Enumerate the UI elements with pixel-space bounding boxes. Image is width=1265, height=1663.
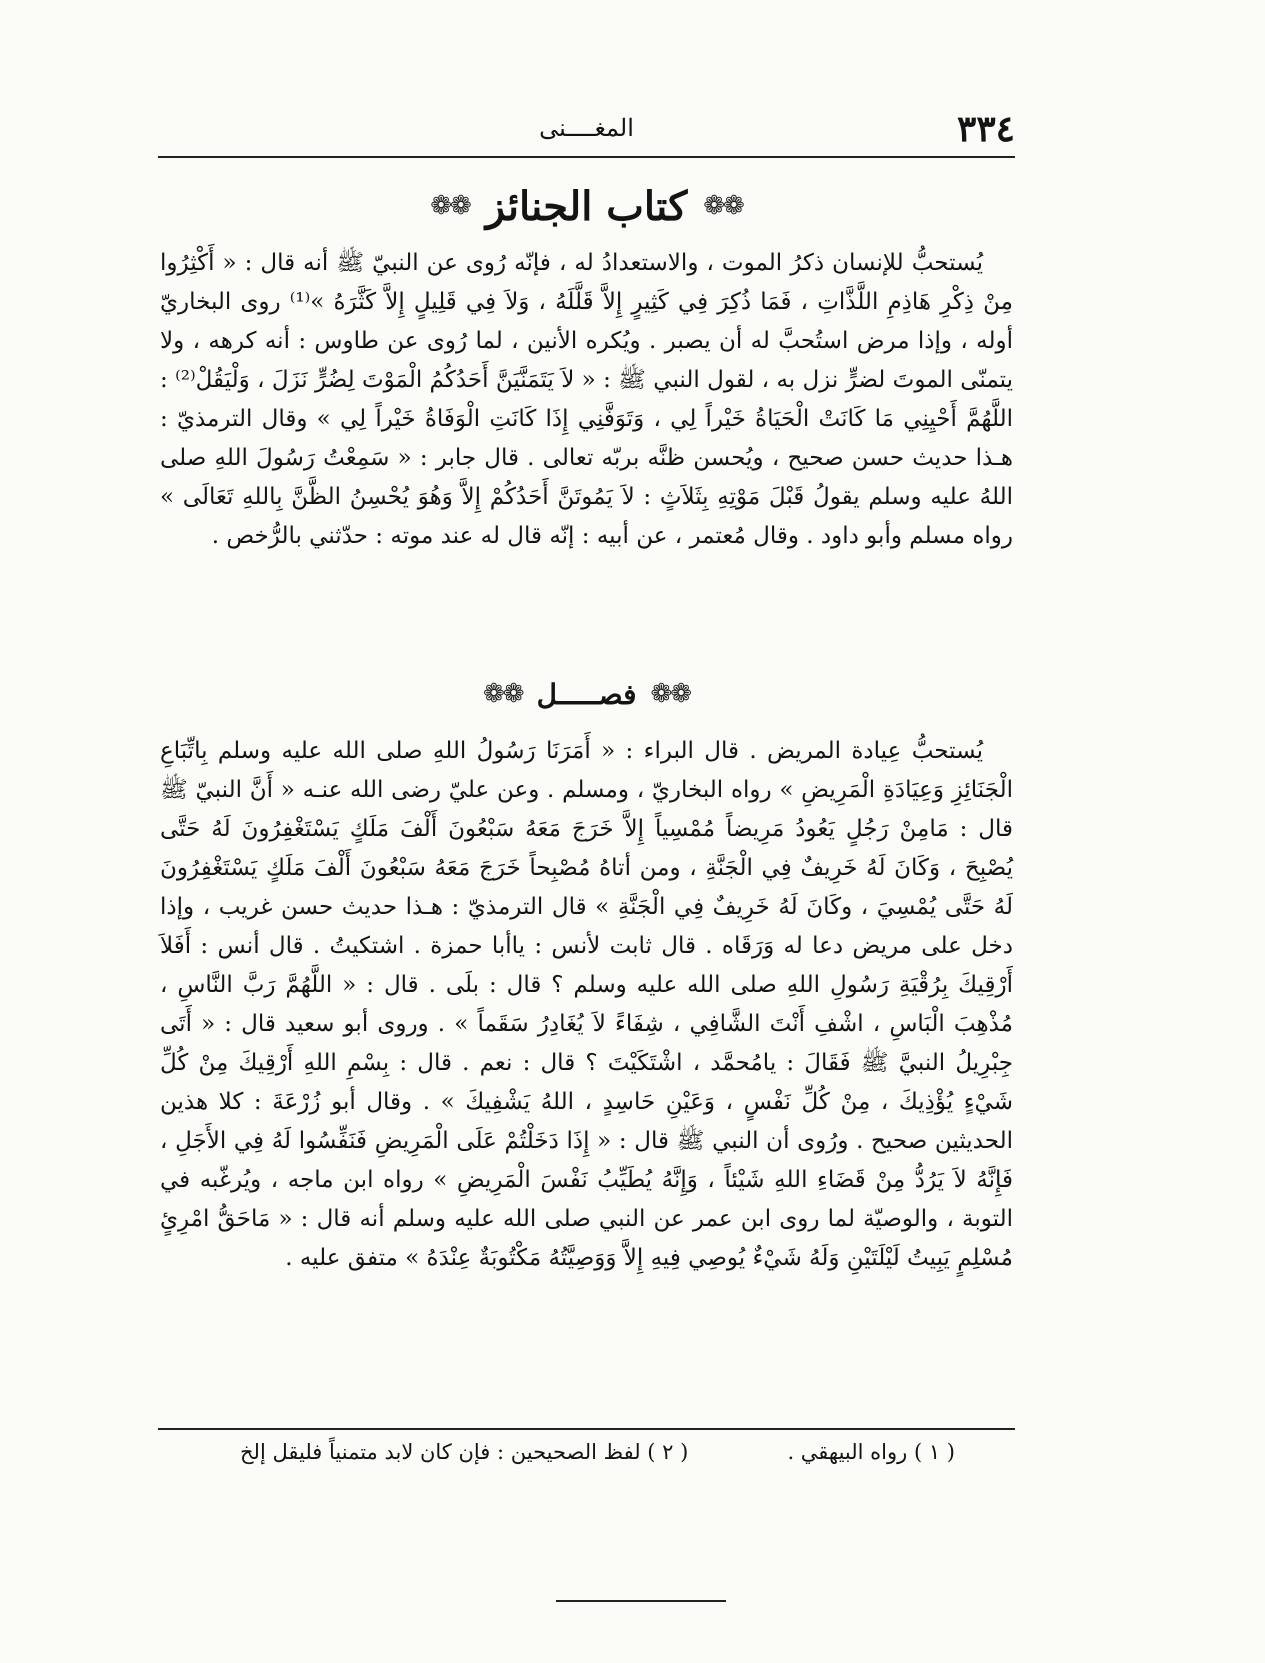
body-text-2 — [160, 732, 1013, 1278]
ornament-icon: ❁❁ — [703, 191, 743, 221]
book-title: المغــــنى — [539, 114, 634, 142]
header-rule — [158, 156, 1015, 158]
paragraph: يُستحبُّ للإنسان ذكرُ الموت ، والاستعدادُ له ، فإنّه رُوى عن النبيّ ﷺ أنه قال : « أَكْثِرُوا مِنْ ذِكْرِ هَاذِمِ اللَّذَّاتِ ، فَمَا ذُكِرَ فِي كَثِيرٍ إِلاَّ قَلَّلَهُ ، وَلاَ فِي قَلِيلٍ إِلاَّ كَثَّرَهُ »⁽¹⁾ روى البخاريّ أوله ، وإذا مرض استُحبَّ له أن يصبر . ويُكره الأنين ، لما رُوى عن طاوس : أنه كرهه ، ولا يتمنّى الموتَ لضرٍّ نزل به ، لقول النبي ﷺ : « لاَ يَتَمَنَّيَنَّ أَحَدُكُمُ الْمَوْتَ لِضُرٍّ نَزَلَ ، وَلْيَقُلْ⁽²⁾ : اللَّهُمَّ أَحْيِنِي مَا كَانَتْ الْحَيَاةُ خَيْراً لِي ، وَتَوَفَّنِي إِذَا كَانَتِ الْوَفَاةُ خَيْراً لِي » وقال الترمذيّ : هـذا حديث حسن صحيح ، ويُحسن ظنَّه بربّه تعالى . قال جابر : « سَمِعْتُ رَسُولَ اللهِ صلى اللهُ عليه وسلم يقولُ قَبْلَ مَوْتِهِ بِثَلاَثٍ : لاَ يَمُوتَنَّ أَحَدُكُمْ إِلاَّ وَهُوَ يُحْسِنُ الظَّنَّ بِاللهِ تَعَالَى » رواه مسلم وأبو داود . وقال مُعتمر ، عن أبيه : إنّه قال له عند موته : حدّثني بالرُّخص . — [160, 250, 1013, 549]
chapter-title-banner — [158, 178, 1015, 234]
page-number: ٣٣٤ — [956, 108, 1015, 150]
chapter-title: كتاب الجنائز — [485, 182, 688, 230]
body-text-1 — [160, 244, 1013, 556]
ornament-icon: ❁❁ — [650, 679, 691, 709]
footnote: ( ١ ) رواه البيهقي . — [787, 1440, 955, 1464]
footnotes — [240, 1440, 955, 1480]
footnote-divider — [158, 1428, 1015, 1430]
section-heading — [158, 672, 1015, 716]
bottom-rule — [556, 1600, 726, 1602]
footnote: ( ٢ ) لفظ الصحيحين : فإن كان لابد متمنياً فليقل إلخ — [240, 1440, 689, 1464]
paragraph: يُستحبُّ عِيادة المريض . قال البراء : « أَمَرَنَا رَسُولُ اللهِ صلى الله عليه وسلم بِاتِّبَاعِ الْجَنَائِزِ وَعِيَادَةِ الْمَرِيضِ » رواه البخاريّ ، ومسلم . وعن عليّ رضى الله عنـه « أَنَّ النبيّ ﷺ قال : مَامِنْ رَجُلٍ يَعُودُ مَرِيضاً مُمْسِياً إِلاَّ خَرَجَ مَعَهُ سَبْعُونَ أَلْفَ مَلَكٍ يَسْتَغْفِرُونَ لَهُ حَتَّى يُصْبِحَ ، وَكَانَ لَهُ خَرِيفٌ فِي الْجَنَّةِ ، ومن أتاهُ مُصْبِحاً خَرَجَ مَعَهُ سَبْعُونَ أَلْفَ مَلَكٍ يَسْتَغْفِرُونَ لَهُ حَتَّى يُمْسِيَ ، وكَانَ لَهُ خَرِيفٌ فِي الْجَنَّةِ » قال الترمذيّ : هـذا حديث حسن غريب ، وإذا دخل على مريض دعا له وَرَقَاه . قال ثابت لأنس : ياأبا حمزة . اشتكيتُ . قال أنس : أَفَلاَ أَرْقِيكَ بِرُقْيَةِ رَسُولِ اللهِ صلى الله عليه وسلم ؟ قال : بلَى . قال : « اللَّهُمَّ رَبَّ النَّاسِ ، مُذْهِبَ الْبَاسِ ، اشْفِ أَنْتَ الشَّافِي ، شِفَاءً لاَ يُغَادِرُ سَقَماً » . وروى أبو سعيد قال : « أَتَى جِبْرِيلُ النبيَّ ﷺ فَقَالَ : يامُحمَّد ، اشْتَكَيْتَ ؟ قال : نعم . قال : بِسْمِ اللهِ أَرْقِيكَ مِنْ كُلِّ شَيْءٍ يُؤْذِيكَ ، مِنْ كُلِّ نَفْسٍ ، وَعَيْنِ حَاسِدٍ ، اللهُ يَشْفِيكَ » . وقال أبو زُرْعَةَ : كلا هذين الحديثين صحيح . ورُوى أن النبي ﷺ قال : « إِذَا دَخَلْتُمْ عَلَى الْمَرِيضِ فَنَفِّسُوا لَهُ فِي الأَجَلِ ، فَإِنَّهُ لاَ يَرُدُّ مِنْ قَضَاءِ اللهِ شَيْئاً ، وَإِنَّهُ يُطَيِّبُ نَفْسَ الْمَرِيضِ » رواه ابن ماجه ، ويُرغّبه في التوبة ، والوصيّة لما روى ابن عمر عن النبي صلى الله عليه وسلم أنه قال : « مَاحَقُّ امْرِئٍ مُسْلِمٍ يَبِيتُ لَيْلَتَيْنِ وَلَهُ شَيْءٌ يُوصِي فِيهِ إِلاَّ وَوَصِيَّتُهُ مَكْتُوبَةٌ عِنْدَهُ » متفق عليه . — [160, 738, 1013, 1271]
running-header — [158, 108, 1015, 158]
section-title: فصـــــل — [536, 677, 637, 711]
ornament-icon: ❁❁ — [430, 191, 470, 221]
ornament-icon: ❁❁ — [482, 679, 523, 709]
